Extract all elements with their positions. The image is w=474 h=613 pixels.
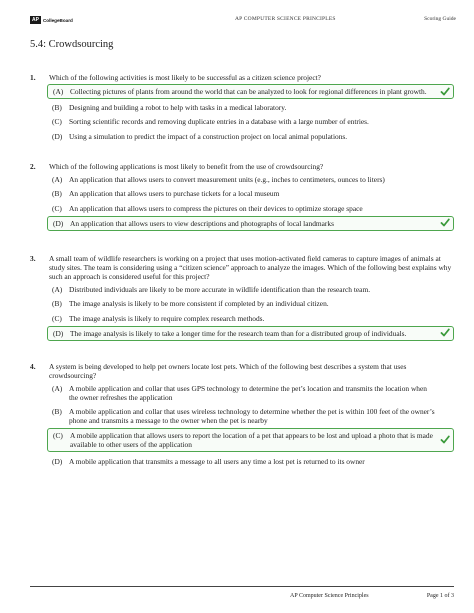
option-letter: (A) <box>53 87 64 96</box>
option-letter: (C) <box>52 117 62 127</box>
option-letter: (A) <box>52 285 63 295</box>
option-text: Sorting scientific records and removing duplicate entries in a database with a large number of entries. <box>69 117 369 127</box>
question-number: 1. <box>30 73 36 82</box>
footer-page-number: Page 1 of 3 <box>426 593 454 599</box>
option-letter: (B) <box>52 189 62 199</box>
option-letter: (D) <box>52 131 63 141</box>
question-4 <box>30 362 454 467</box>
option-text: An application that allows users to convert measurement units (e.g., inches to centimeters, ounces to liters) <box>69 175 385 185</box>
question-stem <box>30 254 454 281</box>
footer-course: AP Computer Science Principles <box>290 593 369 599</box>
answer-option <box>47 456 454 467</box>
option-text: A mobile application that transmits a message to all users any time a lost pet is returned to its owner <box>69 456 365 466</box>
question-2 <box>30 162 454 231</box>
option-text: The image analysis is likely to take a longer time for the research team than for a distributed group of individuals. <box>70 328 407 338</box>
page-title: 5.4: Crowdsourcing <box>30 39 114 50</box>
option-letter: (B) <box>52 103 62 113</box>
option-text: A mobile application and collar that uses wireless technology to determine whether the pet is within 100 feet of the owner’s phone and transmits a message to the owner when the pet is nearby <box>69 407 435 426</box>
option-text: The image analysis is likely to be more consistent if completed by an individual citizen. <box>69 299 329 309</box>
question-number: 2. <box>30 162 36 171</box>
answer-option <box>47 188 454 199</box>
option-letter: (D) <box>53 218 64 228</box>
answer-option <box>47 131 454 142</box>
checkmark-icon <box>440 86 450 96</box>
answer-option <box>47 406 454 426</box>
question-number: 3. <box>30 254 36 263</box>
answer-option <box>47 298 454 309</box>
answer-option <box>47 383 454 403</box>
header-doc-type: Scoring Guide <box>424 16 456 22</box>
header-course-title: AP COMPUTER SCIENCE PRINCIPLES <box>235 16 336 22</box>
option-letter: (A) <box>52 384 63 394</box>
page-header <box>30 14 456 26</box>
answer-option <box>47 313 454 324</box>
answer-option-correct <box>47 326 454 341</box>
logo-ap: AP <box>32 17 39 23</box>
option-text: Distributed individuals are likely to be more accurate in wildlife identification than the research team. <box>69 285 371 295</box>
logo-collegeboard-text: CollegeBoard <box>42 17 73 23</box>
option-text: A mobile application that allows users to report the location of a pet that appears to be lost and upload a photo that is made available to other users of the application <box>70 431 433 450</box>
question-text: A system is being developed to help pet owners locate lost pets. Which of the following best describes a system that uses crowdsourcing? <box>49 362 407 380</box>
question-text: A small team of wildlife researchers is working on a project that uses motion-activated field cameras to capture images of animals at study sites. The team is considering using a “citizen science” approach to analyze the images. Which of the following best explains why such an approach is considered useful for this project? <box>49 254 452 281</box>
option-text: An application that allows users to purchase tickets for a local museum <box>69 189 280 199</box>
option-letter: (C) <box>53 431 63 441</box>
answer-option <box>47 102 454 113</box>
option-text: The image analysis is likely to require complex research methods. <box>69 313 265 323</box>
answer-option-correct <box>47 84 454 99</box>
answer-option-correct <box>47 428 454 452</box>
question-text: Which of the following activities is most likely to be successful as a citizen science project? <box>49 73 321 82</box>
question-3 <box>30 254 454 341</box>
checkmark-icon <box>440 435 450 445</box>
question-stem <box>30 73 454 82</box>
question-number: 4. <box>30 362 36 371</box>
question-1 <box>30 73 454 142</box>
option-text: Collecting pictures of plants from around the world that can be analyzed to look for regional differences in plant growth. <box>70 87 427 96</box>
answer-option-correct <box>47 216 454 231</box>
option-text: An application that allows users to view descriptions and photographs of local landmarks <box>70 218 334 228</box>
option-text: Designing and building a robot to help with tasks in a medical laboratory. <box>69 103 287 113</box>
answer-option <box>47 284 454 295</box>
option-text: Using a simulation to predict the impact of a construction project on local animal populations. <box>69 131 348 141</box>
footer-divider <box>30 586 454 587</box>
option-text: An application that allows users to compress the pictures on their devices to optimize storage space <box>69 203 363 213</box>
answer-option <box>47 174 454 185</box>
option-letter: (D) <box>52 456 63 466</box>
question-text: Which of the following applications is most likely to benefit from the use of crowdsourcing? <box>49 162 324 171</box>
question-stem <box>30 162 454 171</box>
option-letter: (C) <box>52 313 62 323</box>
checkmark-icon <box>440 218 450 228</box>
option-letter: (D) <box>53 328 64 338</box>
question-stem <box>30 362 454 380</box>
answer-option <box>47 203 454 214</box>
option-letter: (B) <box>52 407 62 417</box>
option-letter: (C) <box>52 203 62 213</box>
option-letter: (A) <box>52 175 63 185</box>
option-text: A mobile application and collar that uses GPS technology to determine the pet’s location and transmits the location when the owner refreshes the application <box>69 384 427 403</box>
checkmark-icon <box>440 328 450 338</box>
option-letter: (B) <box>52 299 62 309</box>
collegeboard-logo <box>30 16 73 24</box>
answer-option <box>47 116 454 127</box>
